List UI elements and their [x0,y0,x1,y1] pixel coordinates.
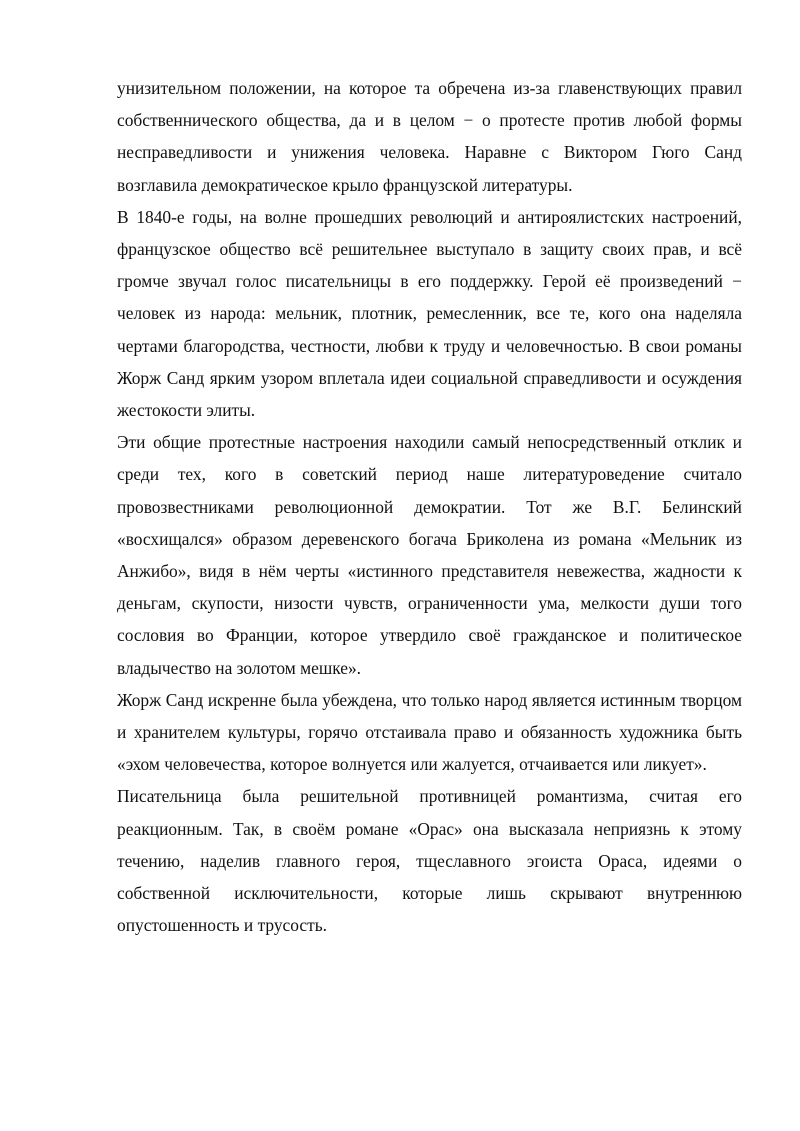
paragraph-belinsky: Эти общие протестные настроения находили самый непосредственный отклик и среди тех, кого в советский период наше литературоведение считало провозвестниками революционной демократии. Тот же В.Г. Белинский «восхищался» образом деревенского богача Бриколена из романа «Мельник из Анжибо», видя в нём черты «истинного представителя невежества, жадности к деньгам, скупости, низости чувств, ограниченности ума, мелкости души того сословия во Франции, которое утвердило своё гражданское и политическое владычество на золотом мешке». [117,432,742,678]
document-page [117,72,742,941]
paragraph-1840s: В 1840-е годы, на волне прошедших революций и антироялистских настроений, французское общество всё решительнее выступало в защиту своих прав, и всё громче звучал голос писательницы в его поддержку. Герой её произведений − человек из народа: мельник, плотник, ремесленник, все те, кого она наделяла чертами благородства, честности, любви к труду и человечностью. В свои романы Жорж Санд ярким узором вплетала идеи социальной справедливости и осуждения жестокости элиты. [117,206,742,421]
paragraph-people-culture: Жорж Санд искренне была убеждена, что только народ является истинным творцом и хранителем культуры, горячо отстаивала право и обязанность художника быть «эхом человечества, которое волнуется или жалуется, отчаивается или ликует». [117,689,742,775]
paragraph-romanticism: Писательница была решительной противницей романтизма, считая его реакционным. Так, в своём романе «Орас» она высказала неприязнь к этому течению, наделив главного героя, тщеславного эгоиста Ораса, идеями о собственной исключительности, которые лишь скрывают внутреннюю опустошенность и трусость. [117,786,742,936]
paragraph-continuation: унизительном положении, на которое та обречена из-за главенствующих правил собственнического общества, да и в целом − о протесте против любой формы несправедливости и унижения человека. Наравне с Виктором Гюго Санд возглавила демократическое крыло французской литературы. [117,78,742,195]
